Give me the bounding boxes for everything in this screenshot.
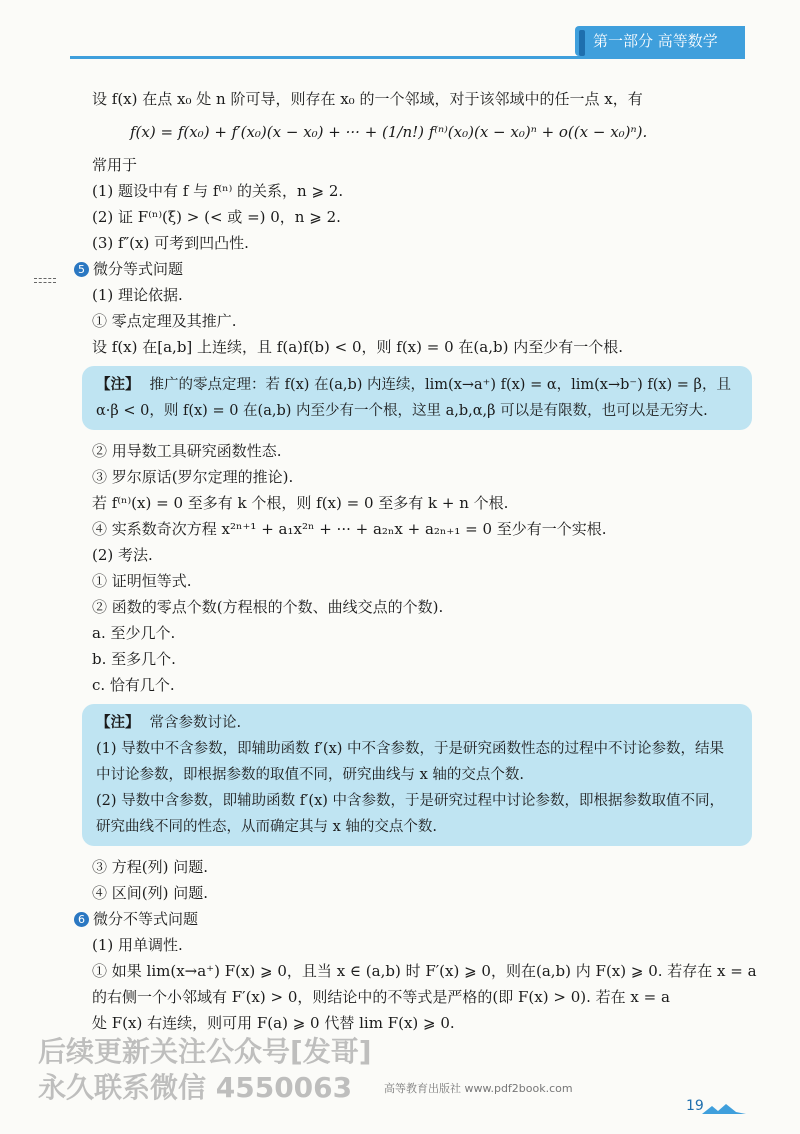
watermark-line-1: 后续更新关注公众号[发哥]	[38, 1035, 372, 1068]
section-5-line: ② 用导数工具研究函数性态.	[92, 442, 282, 460]
section-5-line: ① 零点定理及其推广.	[92, 312, 237, 330]
mountain-ornament-icon	[702, 1104, 746, 1114]
section-5-line: ③ 罗尔原话(罗尔定理的推论).	[92, 468, 294, 486]
chapter-header-tab	[575, 26, 745, 56]
section-5-line: 若 f⁽ⁿ⁾(x) = 0 至多有 k 个根，则 f(x) = 0 至多有 k + n 个根.	[92, 494, 509, 512]
section-6-line: ① 如果 lim(x→a⁺) F(x) ⩾ 0，且当 x ∈ (a,b) 时 F′(x) ⩾ 0，则在(a,b) 内 F(x) ⩾ 0. 若存在 x = a	[92, 962, 757, 980]
section-6-line: 的右侧一个小邻域有 F′(x) > 0，则结论中的不等式是严格的(即 F(x) > 0). 若在 x = a	[92, 988, 670, 1006]
intro-text: 设 f(x) 在点 x₀ 处 n 阶可导，则存在 x₀ 的一个邻域，对于该邻域中的任一点 x，有	[92, 90, 643, 108]
section-5-line: b. 至多几个.	[92, 650, 176, 668]
section-6-title: 微分不等式问题	[93, 910, 199, 928]
section-5-line: ③ 方程(列) 问题.	[92, 858, 209, 876]
publisher-site: 高等教育出版社 www.pdf2book.com	[384, 1082, 573, 1095]
note-text: 推广的零点定理：若 f(x) 在(a,b) 内连续，lim(x→a⁺) f(x) = α，lim(x→b⁻) f(x) = β，且 α·β < 0，则 f(x) = 0 在(a,b) 内至少有一个根，这里 a,b,α,β 可以是有限数，也可以是无穷大.	[96, 377, 731, 419]
section-5-line: ④ 实系数奇次方程 x²ⁿ⁺¹ + a₁x²ⁿ + ··· + a₂ₙx + a₂ₙ₊₁ = 0 至少有一个实根.	[92, 520, 607, 538]
section-5-line: c. 恰有几个.	[92, 676, 175, 694]
page-content	[78, 86, 757, 1036]
section-5-line: (2) 考法.	[92, 546, 153, 564]
watermark-line-2: 永久联系微信 4550063	[38, 1071, 353, 1104]
note-paragraph: (2) 导数中含参数，即辅助函数 f′(x) 中含参数，于是研究过程中讨论参数，即根据参数取值不同，研究曲线不同的性态，从而确定其与 x 轴的交点个数.	[96, 793, 725, 835]
note-tag: 【注】	[96, 715, 140, 731]
common-use-item: (2) 证 F⁽ⁿ⁾(ξ) > (< 或 =) 0，n ⩾ 2.	[92, 208, 341, 226]
margin-dash-mark	[34, 278, 56, 283]
note-box-parameters	[82, 704, 752, 846]
page-number: 19	[686, 1098, 704, 1114]
section-5-line: ② 函数的零点个数(方程根的个数、曲线交点的个数).	[92, 598, 444, 616]
common-use-item: (3) f″(x) 可考到凹凸性.	[92, 234, 249, 252]
section-5-line: ① 证明恒等式.	[92, 572, 192, 590]
section-5-title: 微分等式问题	[93, 260, 184, 278]
chapter-title: 第一部分 高等数学	[593, 32, 718, 50]
section-5-heading	[74, 256, 742, 282]
section-6-heading	[74, 906, 742, 932]
section-6-line: (1) 用单调性.	[92, 936, 183, 954]
section-5-line: (1) 理论依据.	[92, 286, 183, 304]
section-number-badge: 6	[74, 912, 89, 927]
common-uses-title: 常用于	[92, 156, 138, 174]
header-tab-bar	[579, 30, 585, 56]
note-paragraph: (1) 导数中不含参数，即辅助函数 f′(x) 中不含参数，于是研究函数性态的过程中不讨论参数，结果中讨论参数，即根据参数的取值不同，研究曲线与 x 轴的交点个数.	[96, 741, 725, 783]
common-use-item: (1) 题设中有 f 与 f⁽ⁿ⁾ 的关系，n ⩾ 2.	[92, 182, 344, 200]
section-5-line: ④ 区间(列) 问题.	[92, 884, 209, 902]
section-6-line: 处 F(x) 右连续，则可用 F(a) ⩾ 0 代替 lim F(x) ⩾ 0.	[92, 1014, 455, 1032]
note-head: 常含参数讨论.	[149, 715, 242, 731]
section-number-badge: 5	[74, 262, 89, 277]
note-tag: 【注】	[96, 377, 140, 393]
taylor-formula: f(x) = f(x₀) + f′(x₀)(x − x₀) + ··· + (1/n!) f⁽ⁿ⁾(x₀)(x − x₀)ⁿ + o((x − x₀)ⁿ).	[130, 123, 648, 141]
note-box-zero-theorem	[82, 366, 752, 430]
section-5-line: a. 至少几个.	[92, 624, 176, 642]
header-rule	[70, 56, 745, 59]
section-5-line: 设 f(x) 在[a,b] 上连续，且 f(a)f(b) < 0，则 f(x) = 0 在(a,b) 内至少有一个根.	[92, 338, 623, 356]
